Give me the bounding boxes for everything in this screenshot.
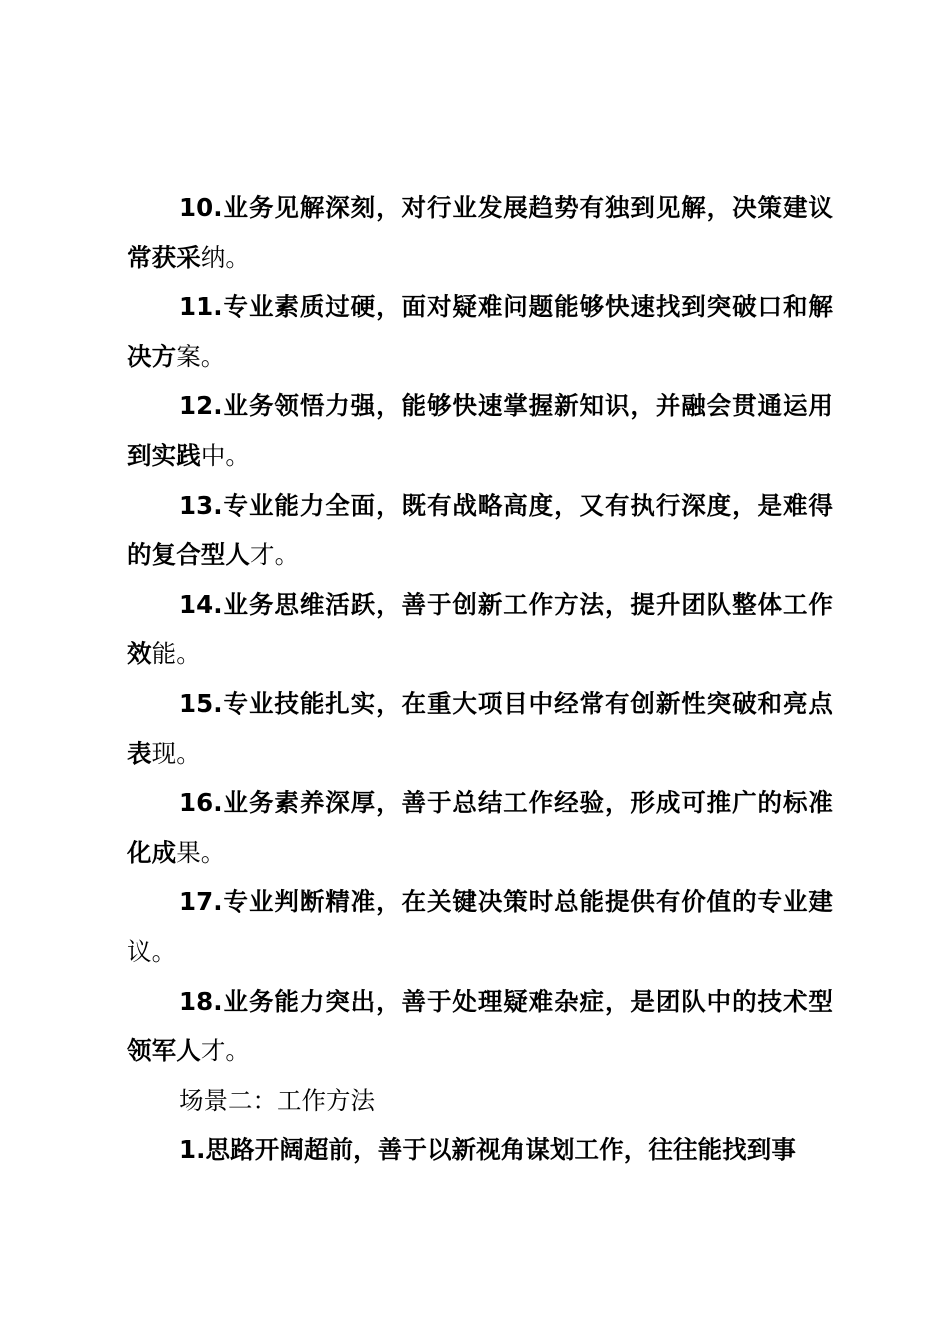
list-item (127, 580, 833, 679)
item-bold-text: 13.专业能力全面，既有战略高度，又有执行深度，是难得的复合型人 (127, 490, 833, 570)
list-item (127, 679, 833, 778)
item-bold-text: 16.业务素养深厚，善于总结工作经验，形成可推广的标准化成 (127, 788, 833, 867)
list-item (127, 282, 833, 381)
item-regular-text: 果。 (176, 837, 226, 867)
item-bold-text: 12.业务领悟力强，能够快速掌握新知识，并融会贯通运用到实践 (127, 391, 833, 470)
item-regular-text: 才。 (250, 540, 300, 570)
item-regular-text: 议。 (127, 936, 177, 966)
list-item (127, 977, 833, 1076)
item-regular-text: 才。 (200, 1036, 251, 1066)
item-regular-text: 能。 (151, 639, 201, 669)
item-bold-text: 18.业务能力突出，善于处理疑难杂症，是团队中的技术型领军人 (127, 986, 833, 1066)
item-bold-text: 11.专业素质过硬，面对疑难问题能够快速找到突破口和解决方 (127, 292, 833, 371)
list-item (127, 183, 833, 282)
list-item (127, 1125, 833, 1175)
list-item (127, 481, 833, 580)
item-regular-text: 中。 (200, 440, 251, 470)
document-body (127, 183, 833, 1175)
item-regular-text: 现。 (151, 738, 201, 768)
item-regular-text: 案。 (176, 341, 226, 371)
list-item (127, 778, 833, 877)
item-bold-text: 15.专业技能扎实，在重大项目中经常有创新性突破和亮点表 (127, 688, 833, 768)
list-item (127, 877, 833, 976)
section-heading: 场景二：工作方法 (179, 1085, 375, 1115)
list-item (127, 381, 833, 480)
item-bold-text: 17.专业判断精准，在关键决策时总能提供有价值的专业建 (179, 887, 833, 917)
item-regular-text: 纳。 (200, 242, 251, 272)
item-bold-text: 14.业务思维活跃，善于创新工作方法，提升团队整体工作效 (127, 589, 833, 669)
item-bold-text: 10.业务见解深刻，对行业发展趋势有独到见解，决策建议常获采 (127, 193, 833, 272)
item-bold-text: 1.思路开阔超前，善于以新视角谋划工作，往往能找到事 (179, 1135, 796, 1165)
